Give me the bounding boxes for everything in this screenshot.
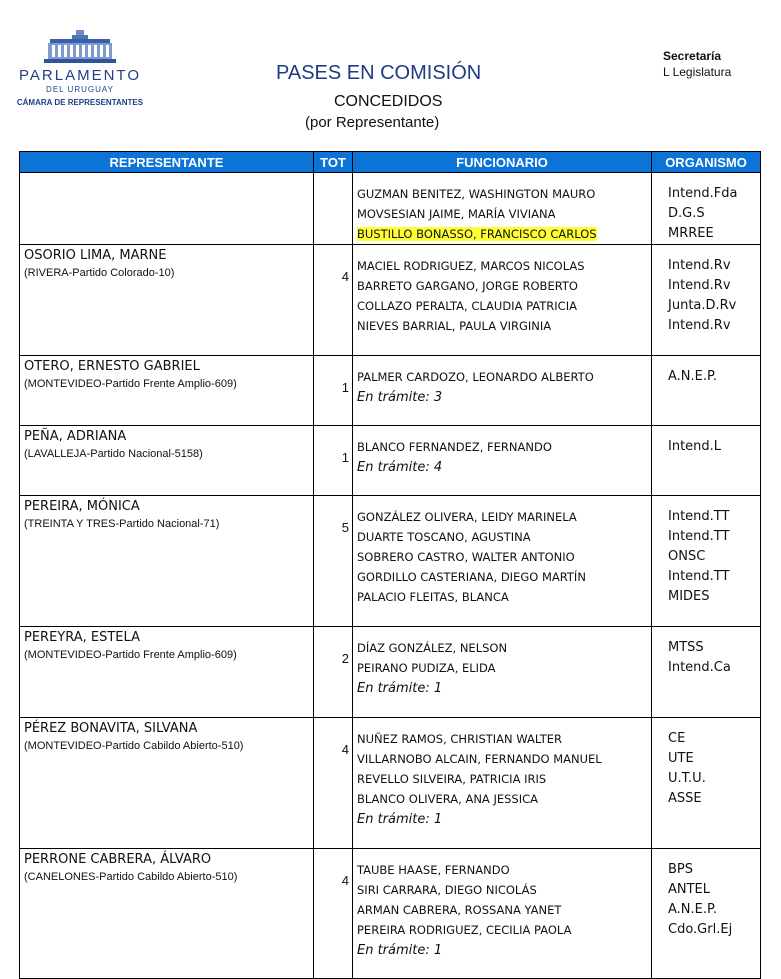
funcionario-name: ARMAN CABRERA, ROSSANA YANET <box>357 903 562 917</box>
representante-name: PÉREZ BONAVITA, SILVANA <box>24 721 198 736</box>
organismo-name: Intend.Rv <box>668 258 731 273</box>
representante-name: OSORIO LIMA, MARNE <box>24 248 167 263</box>
organismo-name: UTE <box>668 751 694 766</box>
funcionario-name: PALMER CARDOZO, LEONARDO ALBERTO <box>357 370 594 384</box>
tot-cell: 4 <box>314 718 353 849</box>
representante-party: (MONTEVIDEO-Partido Frente Amplio-609) <box>24 378 237 390</box>
representante-cell <box>20 426 314 496</box>
funcionario-name: DÍAZ GONZÁLEZ, NELSON <box>357 641 508 655</box>
funcionario-cell <box>353 245 652 356</box>
organismo-name: Intend.TT <box>668 529 730 544</box>
organismo-name: Intend.Rv <box>668 318 731 333</box>
organismo-name: Intend.Rv <box>668 278 731 293</box>
organismo-name: Intend.L <box>668 439 722 454</box>
organismo-name: D.G.S <box>668 206 705 221</box>
organismo-name: Junta.D.Rv <box>668 298 737 313</box>
table-row <box>20 849 761 979</box>
organismo-name: MRREE <box>668 226 714 241</box>
funcionario-name: DUARTE TOSCANO, AGUSTINA <box>357 530 531 544</box>
en-tramite-note: En trámite: 3 <box>357 390 443 405</box>
funcionario-cell <box>353 496 652 627</box>
col-funcionario: FUNCIONARIO <box>353 152 652 173</box>
pases-table <box>19 151 761 979</box>
table-row <box>20 173 761 245</box>
organismo-cell <box>652 426 761 496</box>
secretaria-label: Secretaría <box>663 49 722 63</box>
organismo-cell <box>652 496 761 627</box>
table-body <box>20 173 761 979</box>
funcionario-name: TAUBE HAASE, FERNANDO <box>357 863 510 877</box>
representante-name: PEÑA, ADRIANA <box>24 429 127 444</box>
tot-cell: 5 <box>314 496 353 627</box>
table-row <box>20 718 761 849</box>
organismo-name: Intend.Ca <box>668 660 731 675</box>
tot-cell: 1 <box>314 426 353 496</box>
col-tot: TOT <box>314 152 353 173</box>
logo-text-parlamento: PARLAMENTO <box>19 67 141 84</box>
funcionario-name: NUÑEZ RAMOS, CHRISTIAN WALTER <box>357 732 563 746</box>
organismo-cell <box>652 718 761 849</box>
organismo-cell <box>652 245 761 356</box>
organismo-cell <box>652 356 761 426</box>
organismo-name: Intend.TT <box>668 509 730 524</box>
organismo-name: A.N.E.P. <box>668 369 717 384</box>
funcionario-name: BARRETO GARGANO, JORGE ROBERTO <box>357 279 578 293</box>
parliament-building-icon <box>42 28 118 64</box>
funcionario-name: PALACIO FLEITAS, BLANCA <box>357 590 509 604</box>
funcionario-name: SIRI CARRARA, DIEGO NICOLÁS <box>357 883 537 897</box>
organismo-cell <box>652 173 761 245</box>
representante-name: PEREIRA, MÓNICA <box>24 499 140 514</box>
table-row <box>20 356 761 426</box>
organismo-name: Intend.TT <box>668 569 730 584</box>
representante-party: (TREINTA Y TRES-Partido Nacional-71) <box>24 518 220 530</box>
funcionario-cell <box>353 718 652 849</box>
organismo-name: ANTEL <box>668 882 711 897</box>
organismo-name: MIDES <box>668 589 710 604</box>
en-tramite-note: En trámite: 4 <box>357 460 443 475</box>
page-title: PASES EN COMISIÓN <box>276 62 482 84</box>
organismo-name: U.T.U. <box>668 771 706 786</box>
funcionario-cell <box>353 627 652 718</box>
organismo-name: CE <box>668 731 686 746</box>
table-row <box>20 245 761 356</box>
logo-text-uruguay: DEL URUGUAY <box>46 85 114 94</box>
tot-cell: 4 <box>314 245 353 356</box>
tot-cell: 4 <box>314 849 353 979</box>
funcionario-name: BLANCO FERNANDEZ, FERNANDO <box>357 440 552 454</box>
table-row <box>20 496 761 627</box>
representante-cell <box>20 245 314 356</box>
funcionario-cell <box>353 356 652 426</box>
organismo-name: ONSC <box>668 549 706 564</box>
table-header-row <box>20 152 761 173</box>
representante-cell <box>20 627 314 718</box>
representante-party: (CANELONES-Partido Cabildo Abierto-510) <box>24 871 238 883</box>
logo-text-camara: CÁMARA DE REPRESENTANTES <box>16 98 144 107</box>
funcionario-name: MOVSESIAN JAIME, MARÍA VIVIANA <box>357 207 556 221</box>
representante-cell <box>20 356 314 426</box>
organismo-name: Cdo.Grl.Ej <box>668 922 733 937</box>
funcionario-name: GORDILLO CASTERIANA, DIEGO MARTÍN <box>357 570 586 584</box>
organismo-name: Intend.Fda <box>668 186 738 201</box>
funcionario-name: PEIRANO PUDIZA, ELIDA <box>357 661 496 675</box>
tot-cell: 2 <box>314 627 353 718</box>
funcionario-name: REVELLO SILVEIRA, PATRICIA IRIS <box>357 772 547 786</box>
funcionario-name: MACIEL RODRIGUEZ, MARCOS NICOLAS <box>357 259 585 273</box>
funcionario-cell <box>353 426 652 496</box>
col-organismo: ORGANISMO <box>652 152 761 173</box>
table-row <box>20 627 761 718</box>
representante-party: (LAVALLEJA-Partido Nacional-5158) <box>24 448 203 460</box>
funcionario-name-highlighted: BUSTILLO BONASSO, FRANCISCO CARLOS <box>357 227 597 241</box>
representante-name: PERRONE CABRERA, ÁLVARO <box>24 852 212 867</box>
organismo-name: MTSS <box>668 640 704 655</box>
funcionario-cell <box>353 849 652 979</box>
organismo-name: BPS <box>668 862 694 877</box>
funcionario-name: BLANCO OLIVERA, ANA JESSICA <box>357 792 538 806</box>
legislatura-label: L Legislatura <box>663 65 732 79</box>
representante-name: PEREYRA, ESTELA <box>24 630 140 645</box>
funcionario-name: VILLARNOBO ALCAIN, FERNANDO MANUEL <box>357 752 602 766</box>
tot-cell <box>314 173 353 245</box>
parlamento-logo <box>12 28 148 107</box>
funcionario-name: GUZMAN BENITEZ, WASHINGTON MAURO <box>357 187 596 201</box>
organismo-cell <box>652 627 761 718</box>
representante-party: (RIVERA-Partido Colorado-10) <box>24 267 175 279</box>
col-representante: REPRESENTANTE <box>20 152 314 173</box>
en-tramite-note: En trámite: 1 <box>357 943 443 958</box>
organismo-name: A.N.E.P. <box>668 902 717 917</box>
funcionario-cell <box>353 173 652 245</box>
page-subtitle-detail: (por Representante) <box>305 114 440 131</box>
representante-cell <box>20 718 314 849</box>
page-subtitle: CONCEDIDOS <box>334 93 443 110</box>
organismo-name: ASSE <box>668 791 702 806</box>
table-row <box>20 426 761 496</box>
representante-cell <box>20 849 314 979</box>
tot-cell: 1 <box>314 356 353 426</box>
representante-party: (MONTEVIDEO-Partido Cabildo Abierto-510) <box>24 740 244 752</box>
en-tramite-note: En trámite: 1 <box>357 681 443 696</box>
funcionario-name: GONZÁLEZ OLIVERA, LEIDY MARINELA <box>357 510 577 524</box>
representante-cell <box>20 173 314 245</box>
funcionario-name: COLLAZO PERALTA, CLAUDIA PATRICIA <box>357 299 577 313</box>
funcionario-name: PEREIRA RODRIGUEZ, CECILIA PAOLA <box>357 923 572 937</box>
representante-name: OTERO, ERNESTO GABRIEL <box>24 359 200 374</box>
representante-cell <box>20 496 314 627</box>
organismo-cell <box>652 849 761 979</box>
funcionario-name: SOBRERO CASTRO, WALTER ANTONIO <box>357 550 575 564</box>
en-tramite-note: En trámite: 1 <box>357 812 443 827</box>
representante-party: (MONTEVIDEO-Partido Frente Amplio-609) <box>24 649 237 661</box>
funcionario-name: NIEVES BARRIAL, PAULA VIRGINIA <box>357 319 552 333</box>
